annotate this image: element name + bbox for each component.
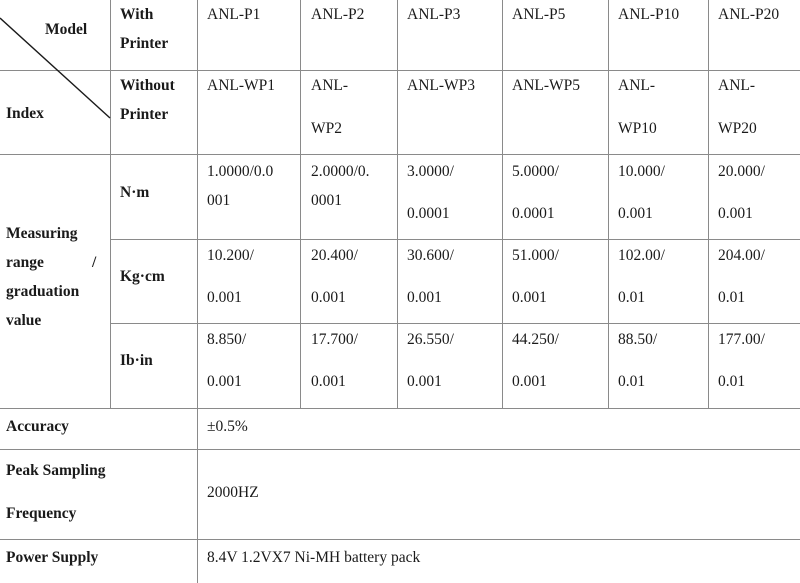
- range-value: 1.0000/0.0: [207, 163, 274, 180]
- range-value: 0.01: [618, 373, 646, 390]
- table-line: [397, 0, 398, 408]
- range-value: 0.001: [618, 205, 653, 222]
- model-with-printer: ANL-P3: [407, 6, 461, 23]
- range-value: 0.001: [718, 205, 753, 222]
- peak-sampling-label: Peak Sampling: [6, 462, 106, 479]
- model-without-printer: ANL-WP1: [207, 77, 276, 94]
- range-value: 10.200/: [207, 247, 254, 264]
- model-with-printer: ANL-P2: [311, 6, 365, 23]
- model-without-printer: WP20: [718, 120, 757, 137]
- measuring-range-label: /: [92, 254, 97, 271]
- with-printer-label: With: [120, 6, 154, 23]
- range-value: 177.00/: [718, 331, 765, 348]
- model-without-printer: WP2: [311, 120, 342, 137]
- range-value: 0.001: [207, 373, 242, 390]
- range-value: 30.600/: [407, 247, 454, 264]
- range-value: 88.50/: [618, 331, 658, 348]
- range-value: 2.0000/0.: [311, 163, 370, 180]
- range-value: 26.550/: [407, 331, 454, 348]
- power-supply-value: 8.4V 1.2VX7 Ni-MH battery pack: [207, 549, 421, 566]
- range-value: 001: [207, 192, 231, 209]
- range-value: 0.01: [618, 289, 646, 306]
- table-line: [0, 449, 800, 450]
- model-without-printer: ANL-: [618, 77, 656, 94]
- range-value: 0.001: [311, 289, 346, 306]
- range-value: 0.001: [512, 289, 547, 306]
- range-value: 0.001: [407, 373, 442, 390]
- range-value: 8.850/: [207, 331, 247, 348]
- measuring-range-label: range: [6, 254, 44, 271]
- table-line: [502, 0, 503, 408]
- range-value: 20.000/: [718, 163, 765, 180]
- table-line: [300, 0, 301, 408]
- model-with-printer: ANL-P10: [618, 6, 680, 23]
- without-printer-label: Printer: [120, 106, 169, 123]
- range-value: 0001: [311, 192, 342, 209]
- range-value: 0.0001: [407, 205, 450, 222]
- model-without-printer: ANL-WP3: [407, 77, 476, 94]
- model-with-printer: ANL-P1: [207, 6, 261, 23]
- power-supply-label: Power Supply: [6, 549, 99, 566]
- table-line: [0, 408, 800, 409]
- without-printer-label: Without: [120, 77, 175, 94]
- model-without-printer: WP10: [618, 120, 657, 137]
- range-value: 3.0000/: [407, 163, 454, 180]
- range-value: 0.01: [718, 289, 746, 306]
- range-value: 102.00/: [618, 247, 665, 264]
- range-value: 10.000/: [618, 163, 665, 180]
- with-printer-label: Printer: [120, 35, 169, 52]
- range-value: 0.0001: [512, 205, 555, 222]
- model-without-printer: ANL-: [718, 77, 756, 94]
- accuracy-value: ±0.5%: [207, 418, 248, 435]
- table-line: [608, 0, 609, 408]
- range-value: 0.01: [718, 373, 746, 390]
- model-without-printer: ANL-WP5: [512, 77, 581, 94]
- table-line: [708, 0, 709, 408]
- measuring-range-label: graduation: [6, 283, 80, 300]
- range-value: 20.400/: [311, 247, 358, 264]
- corner-index-label: Index: [6, 105, 44, 122]
- accuracy-label: Accuracy: [6, 418, 69, 435]
- model-with-printer: ANL-P5: [512, 6, 566, 23]
- table-line: [110, 239, 800, 240]
- unit-label: N·m: [120, 184, 150, 201]
- model-with-printer: ANL-P20: [718, 6, 780, 23]
- table-line: [110, 323, 800, 324]
- table-line: [0, 539, 800, 540]
- range-value: 204.00/: [718, 247, 765, 264]
- range-value: 0.001: [512, 373, 547, 390]
- measuring-range-label: value: [6, 312, 42, 329]
- range-value: 51.000/: [512, 247, 559, 264]
- range-value: 17.700/: [311, 331, 358, 348]
- table-line: [197, 0, 198, 583]
- model-without-printer: ANL-: [311, 77, 349, 94]
- peak-sampling-label: Frequency: [6, 505, 77, 522]
- unit-label: Kg·cm: [120, 268, 165, 285]
- table-line: [0, 154, 800, 155]
- measuring-range-label: Measuring: [6, 225, 78, 242]
- peak-sampling-value: 2000HZ: [207, 484, 259, 501]
- range-value: 44.250/: [512, 331, 559, 348]
- corner-model-label: Model: [45, 21, 88, 38]
- range-value: 0.001: [407, 289, 442, 306]
- range-value: 5.0000/: [512, 163, 559, 180]
- unit-label: Ib·in: [120, 352, 153, 369]
- range-value: 0.001: [207, 289, 242, 306]
- range-value: 0.001: [311, 373, 346, 390]
